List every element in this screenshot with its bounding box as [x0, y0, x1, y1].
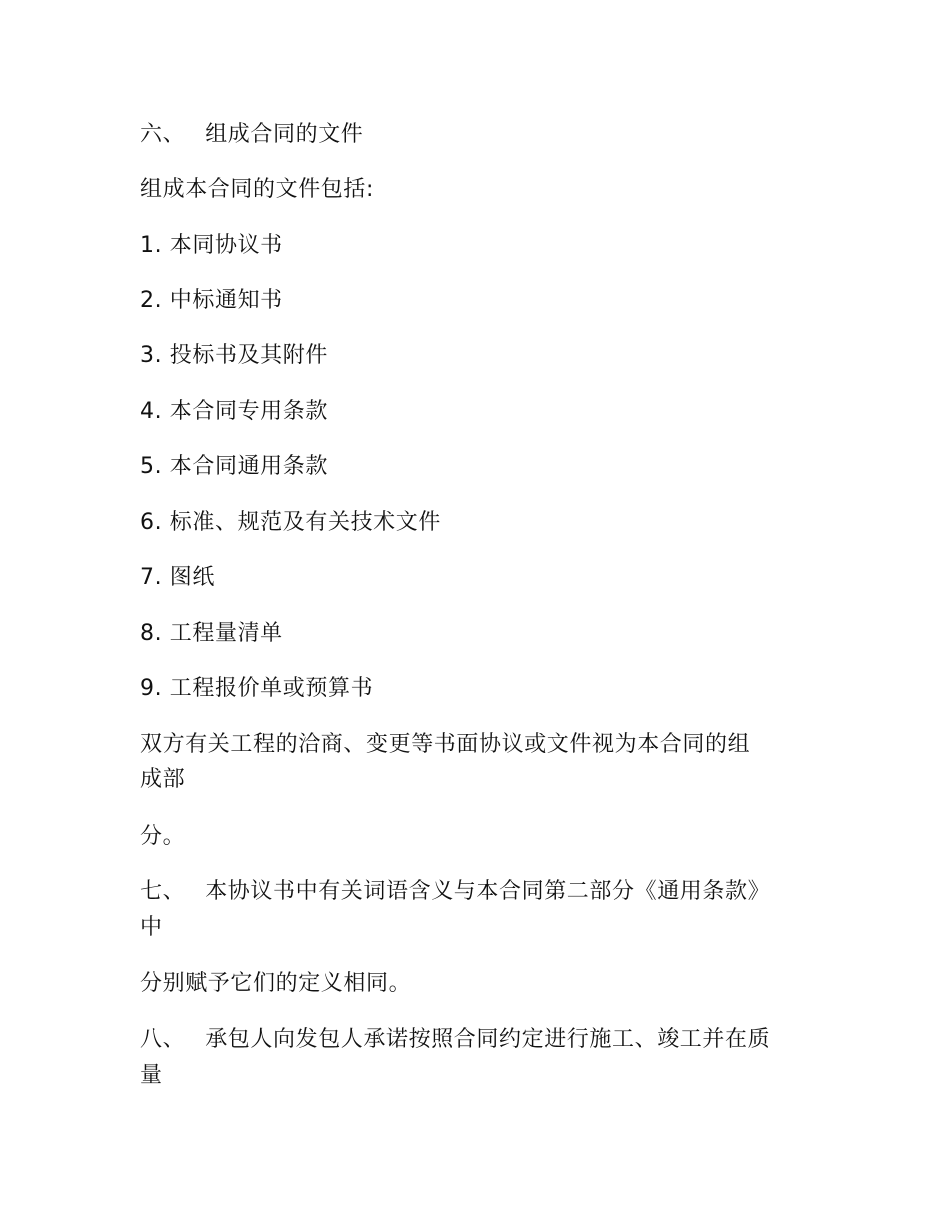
- list-item: 3. 投标书及其附件: [140, 343, 328, 368]
- list-item: 2. 中标通知书: [140, 288, 283, 313]
- section-7-number: 七、: [140, 879, 186, 904]
- section-6-number: 六、: [140, 122, 186, 147]
- section-7-text: 本协议书中有关词语含义与本合同第二部分《通用条款》: [205, 879, 771, 904]
- list-item: 7. 图纸: [140, 565, 215, 590]
- section-8-line-1: [140, 1023, 830, 1057]
- list-item: 9. 工程报价单或预算书: [140, 676, 374, 701]
- list-item: 4. 本合同专用条款: [140, 399, 328, 424]
- section-6-note-line-1: 双方有关工程的洽商、变更等书面协议或文件视为本合同的组: [140, 732, 751, 757]
- section-7-line-2: 中: [140, 915, 163, 940]
- list-item: 8. 工程量清单: [140, 621, 283, 646]
- list-item: 5. 本合同通用条款: [140, 454, 328, 479]
- section-6-note-line-2: 成部: [140, 767, 186, 792]
- section-7-line-3: 分别赋予它们的定义相同。: [140, 971, 412, 996]
- list-item: 1. 本同协议书: [140, 233, 283, 258]
- section-6-intro: 组成本合同的文件包括:: [140, 177, 375, 202]
- section-6-note-line-3: 分。: [140, 824, 186, 849]
- section-8-text: 承包人向发包人承诺按照合同约定进行施工、竣工并在质: [205, 1027, 771, 1052]
- section-7-line-1: [140, 875, 830, 909]
- list-item: 6. 标准、规范及有关技术文件: [140, 510, 441, 535]
- section-6-title: 组成合同的文件: [205, 122, 364, 147]
- section-8-number: 八、: [140, 1027, 186, 1052]
- section-6-heading: [140, 118, 830, 152]
- section-8-line-2: 量: [140, 1063, 163, 1088]
